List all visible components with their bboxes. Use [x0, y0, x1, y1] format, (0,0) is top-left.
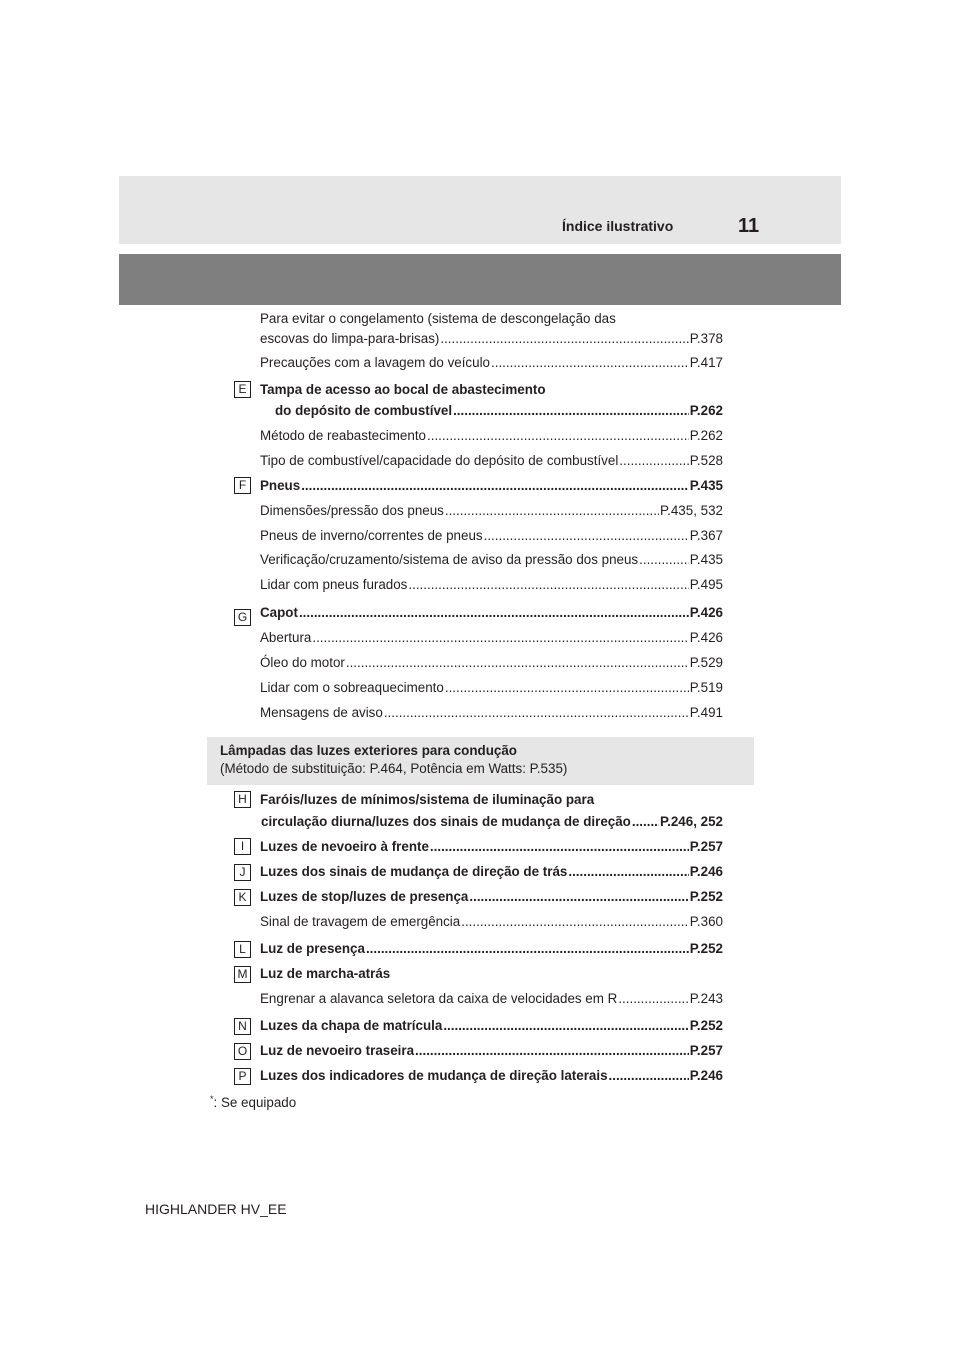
list-item — [260, 329, 723, 348]
entry-text: Verificação/cruzamento/sistema de aviso da pressão dos pneus — [260, 552, 639, 567]
page-ref[interactable]: P.426 — [689, 605, 723, 620]
entry-text: Engrenar a alavanca seletora da caixa de velocidades em R — [260, 991, 618, 1006]
entry-text: Método de reabastecimento — [260, 428, 426, 443]
section-bar — [119, 254, 841, 305]
page-number: 11 — [738, 215, 760, 237]
list-item — [260, 550, 723, 569]
page-ref[interactable]: P.262 — [689, 403, 723, 418]
entry-text: Pneus — [260, 478, 301, 493]
page-ref[interactable]: P.417 — [689, 355, 723, 370]
page-ref[interactable]: P.252 — [689, 1018, 723, 1033]
list-item — [260, 912, 723, 931]
list-item — [260, 964, 723, 983]
footnote — [210, 1091, 296, 1111]
list-item — [260, 653, 723, 672]
entry-text: Lidar com pneus furados — [260, 577, 408, 592]
entry-text: Mensagens de aviso — [260, 705, 383, 720]
entry-text: Luzes de stop/luzes de presença — [260, 889, 469, 904]
list-item — [260, 426, 723, 445]
entry-text: Luzes de nevoeiro à frente — [260, 839, 429, 854]
list-item — [260, 526, 723, 545]
page-ref[interactable]: P.426 — [689, 630, 723, 645]
list-item — [260, 451, 723, 470]
page-ref[interactable]: P.243 — [689, 991, 723, 1006]
entry-text: Sinal de travagem de emergência — [260, 914, 461, 929]
callout-letter-i: I — [234, 838, 251, 855]
page-ref[interactable]: P.246 — [689, 864, 723, 879]
list-item — [260, 1066, 723, 1085]
list-item — [260, 887, 723, 906]
page-ref[interactable]: P.360 — [689, 914, 723, 929]
callout-letter-j: J — [234, 864, 251, 881]
callout-letter-m: M — [234, 966, 251, 983]
page-ref[interactable]: P.528 — [689, 453, 723, 468]
entry-text: Luzes dos sinais de mudança de direção de trás — [260, 864, 568, 879]
header-band — [119, 176, 841, 244]
entry-text: Pneus de inverno/correntes de pneus — [260, 528, 483, 543]
page-ref[interactable]: P.435, 532 — [659, 503, 723, 518]
callout-letter-p: P — [234, 1068, 251, 1085]
entry-text: Dimensões/pressão dos pneus — [260, 503, 444, 518]
page-ref[interactable]: P.519 — [689, 680, 723, 695]
model-footer: HIGHLANDER HV_EE — [145, 1201, 287, 1217]
page-ref[interactable]: P.252 — [689, 941, 723, 956]
list-item — [260, 401, 723, 420]
entry-text: Luz de presença — [260, 941, 365, 956]
entry-text: escovas do limpa-para-brisas) — [260, 331, 440, 346]
entry-text: Luz de marcha-atrás — [260, 966, 391, 981]
list-item — [260, 939, 723, 958]
page-ref[interactable]: P.257 — [689, 839, 723, 854]
page-ref[interactable]: P.367 — [689, 528, 723, 543]
page-ref[interactable]: P.252 — [689, 889, 723, 904]
page-ref[interactable]: P.435 — [689, 478, 723, 493]
list-item — [260, 603, 723, 622]
list-item — [260, 476, 723, 495]
callout-letter-g: G — [234, 609, 251, 626]
list-item — [260, 501, 723, 520]
entry-text: Capot — [260, 605, 298, 620]
list-item — [260, 1041, 723, 1060]
list-item — [260, 678, 723, 697]
page-ref[interactable]: P.495 — [689, 577, 723, 592]
entry-text: do depósito de combustível — [275, 403, 453, 418]
callout-letter-f: F — [234, 477, 251, 494]
list-item — [260, 309, 723, 328]
entry-text: Lidar com o sobreaquecimento — [260, 680, 444, 695]
page-ref[interactable]: P.262 — [689, 428, 723, 443]
footnote-text: : Se equipado — [213, 1095, 297, 1110]
page-ref[interactable]: P.435 — [689, 552, 723, 567]
entry-text: Faróis/luzes de mínimos/sistema de iluminação para — [260, 792, 595, 807]
entry-text: Tipo de combustível/capacidade do depósito de combustível — [260, 453, 619, 468]
list-item — [260, 380, 723, 399]
lamps-heading: Lâmpadas das luzes exteriores para condução — [220, 743, 517, 758]
page-ref[interactable]: P.246, 252 — [659, 814, 723, 829]
callout-letter-l: L — [234, 941, 251, 958]
callout-letter-e: E — [234, 381, 251, 398]
callout-letter-n: N — [234, 1018, 251, 1035]
callout-letter-h: H — [234, 791, 251, 808]
entry-text: Abertura — [260, 630, 312, 645]
list-item — [260, 1016, 723, 1035]
page-ref[interactable]: P.378 — [689, 331, 723, 346]
list-item — [260, 790, 723, 809]
entry-text: Luzes dos indicadores de mudança de direção laterais — [260, 1068, 608, 1083]
list-item — [260, 575, 723, 594]
entry-text: Tampa de acesso ao bocal de abastecimento — [260, 382, 546, 397]
callout-letter-o: O — [234, 1043, 251, 1060]
list-item — [260, 862, 723, 881]
list-item — [260, 353, 723, 372]
page-ref[interactable]: P.257 — [689, 1043, 723, 1058]
page-ref[interactable]: P.529 — [689, 655, 723, 670]
lamps-subheading: (Método de substituição: P.464, Potência em Watts: P.535) — [220, 761, 568, 776]
list-item — [260, 837, 723, 856]
section-title: Índice ilustrativo — [562, 218, 674, 234]
page-ref[interactable]: P.246 — [689, 1068, 723, 1083]
list-item — [260, 989, 723, 1008]
entry-text: circulação diurna/luzes dos sinais de mudança de direção — [261, 814, 631, 829]
callout-letter-k: K — [234, 889, 251, 906]
list-item — [260, 703, 723, 722]
entry-text: Precauções com a lavagem do veículo — [260, 355, 490, 370]
entry-text: Luz de nevoeiro traseira — [260, 1043, 415, 1058]
footnote-mark: * — [210, 1094, 214, 1104]
entry-text: Luzes da chapa de matrícula — [260, 1018, 443, 1033]
entry-text: Para evitar o congelamento (sistema de descongelação das — [260, 311, 616, 326]
page-ref[interactable]: P.491 — [689, 705, 723, 720]
list-item — [260, 812, 723, 831]
entry-text: Óleo do motor — [260, 655, 345, 670]
list-item — [260, 628, 723, 647]
